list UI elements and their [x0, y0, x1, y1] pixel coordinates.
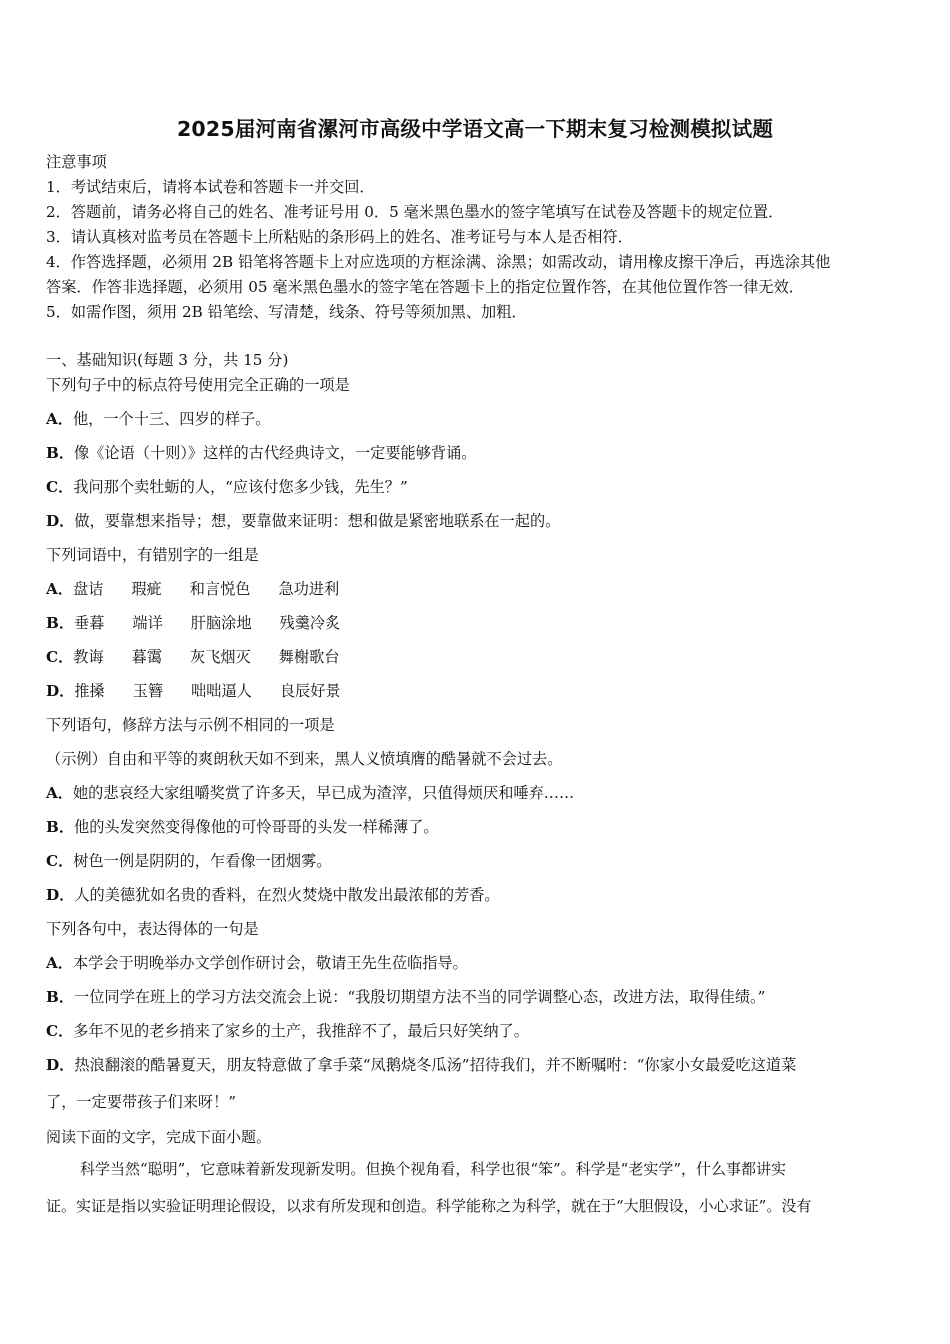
option-label: C．	[46, 1022, 74, 1040]
word: 残羹冷炙	[279, 614, 341, 632]
option-a	[46, 783, 574, 803]
option-label: B．	[46, 818, 75, 836]
word: 玉簪	[132, 682, 164, 700]
option-label: A．	[46, 784, 73, 802]
option-c	[46, 851, 331, 871]
option-text: 多年不见的老乡捎来了家乡的土产，我推辞不了，最后只好笑纳了。	[73, 1022, 529, 1040]
option-text: 我问那个卖牡蛎的人，“应该付您多少钱，先生？”	[73, 478, 408, 496]
option-label: A．	[46, 954, 73, 972]
option-c	[46, 647, 340, 667]
option-d	[46, 511, 560, 531]
word: 暮霭	[131, 648, 163, 666]
word: 瑕疵	[131, 580, 162, 598]
option-b	[46, 817, 439, 837]
word: 和言悦色	[189, 580, 251, 598]
question-stem: 下列语句，修辞方法与示例不相同的一项是	[46, 716, 335, 734]
word: 灰飞烟灭	[190, 648, 251, 666]
word: 舞榭歌台	[278, 648, 340, 666]
option-label: D．	[46, 682, 75, 700]
option-a	[46, 409, 270, 429]
option-a	[46, 579, 339, 599]
option-a	[46, 953, 468, 973]
notice-item: 4．作答选择题，必须用 2B 铅笔将答题卡上对应选项的方框涂满、涂黑；如需改动，请用橡皮擦干净后，再选涂其他	[46, 253, 831, 271]
reading-paragraph-line: 科学当然“聪明”，它意味着新发现新发明。但换个视角看，科学也很“笨”。科学是“老实学”，什么事都讲实	[80, 1160, 787, 1178]
word: 端详	[132, 614, 163, 632]
option-label: A．	[46, 410, 73, 428]
word: 咄咄逼人	[191, 682, 252, 700]
page-title: 2025届河南省漯河市高级中学语文高一下期末复习检测模拟试题	[176, 117, 774, 141]
section-heading: 一、基础知识(每题 3 分，共 15 分)	[46, 351, 289, 369]
notice-item: 1．考试结束后，请将本试卷和答题卡一并交回．	[46, 178, 375, 196]
option-text: 像《论语（十则）》这样的古代经典诗文，一定要能够背诵。	[74, 444, 477, 462]
option-text: 他，一个十三、四岁的样子。	[72, 410, 271, 428]
option-b	[46, 443, 477, 463]
word: 教诲	[73, 648, 104, 666]
question-stem: 下列各句中，表达得体的一句是	[46, 920, 259, 938]
notice-item: 答案．作答非选择题，必须用 05 毫米黑色墨水的签字笔在答题卡上的指定位置作答，在其他位置作答一律无效．	[46, 278, 804, 296]
option-label: B．	[46, 444, 75, 462]
option-label: B．	[46, 988, 75, 1006]
option-c	[46, 1021, 529, 1041]
reading-paragraph-line: 证。实证是指以实验证明理论假设，以求有所发现和创造。科学能称之为科学，就在于“大胆假设，小心求证”。没有	[46, 1197, 812, 1215]
word: 推搡	[74, 682, 105, 700]
option-text: 本学会于明晚举办文学创作研讨会，敬请王先生莅临指导。	[72, 954, 468, 972]
option-label: C．	[46, 478, 74, 496]
word: 垂暮	[74, 614, 105, 632]
option-text: 一位同学在班上的学习方法交流会上说：“我殷切期望方法不当的同学调整心态，改进方法，取得佳绩。”	[74, 988, 766, 1006]
option-label: D．	[46, 512, 75, 530]
option-text: 他的头发突然变得像他的可怜哥哥的头发一样稀薄了。	[74, 818, 439, 836]
option-text: 做，要靠想来指导；想，要靠做来证明：想和做是紧密地联系在一起的。	[74, 512, 561, 530]
word: 良辰好景	[279, 682, 341, 700]
question-stem: 下列句子中的标点符号使用完全正确的一项是	[46, 376, 350, 394]
option-text: 热浪翻滚的酷暑夏天，朋友特意做了拿手菜“凤鹅烧冬瓜汤”招待我们，并不断嘱咐：“你家小女最爱吃这道菜	[74, 1056, 797, 1074]
option-d	[46, 885, 500, 905]
question-stem: 下列词语中，有错别字的一组是	[46, 546, 259, 564]
option-label: B．	[46, 614, 75, 632]
word: 急功进利	[278, 580, 340, 598]
word: 肝脑涂地	[190, 614, 252, 632]
notice-heading: 注意事项	[46, 153, 107, 171]
example-sentence: （示例）自由和平等的爽朗秋天如不到来，黑人义愤填膺的酷暑就不会过去。	[46, 750, 563, 768]
notice-item: 2．答题前，请务必将自己的姓名、准考证号用 0．5 毫米黑色墨水的签字笔填写在试卷及答题卡的规定位置．	[46, 203, 784, 221]
option-text: 人的美德犹如名贵的香料，在烈火焚烧中散发出最浓郁的芳香。	[74, 886, 500, 904]
option-d	[46, 1055, 796, 1075]
option-d-continuation: 了，一定要带孩子们来呀！”	[46, 1093, 237, 1111]
word: 盘诘	[72, 580, 104, 598]
option-label: A．	[46, 580, 73, 598]
option-text: 她的悲哀经大家组嚼奖赏了许多天，早已成为渣滓，只值得烦厌和唾弃……	[72, 784, 575, 802]
option-label: D．	[46, 1056, 75, 1074]
notice-item: 5．如需作图，须用 2B 铅笔绘、写清楚，线条、符号等须加黑、加粗．	[46, 303, 527, 321]
reading-intro: 阅读下面的文字，完成下面小题。	[46, 1128, 272, 1146]
option-text: 树色一例是阴阴的，乍看像一团烟雾。	[73, 852, 332, 870]
option-b	[46, 613, 340, 633]
option-c	[46, 477, 408, 497]
option-label: C．	[46, 852, 74, 870]
option-b	[46, 987, 765, 1007]
option-label: C．	[46, 648, 74, 666]
option-label: D．	[46, 886, 75, 904]
option-d	[46, 681, 341, 701]
notice-item: 3．请认真核对监考员在答题卡上所粘贴的条形码上的姓名、准考证号与本人是否相符．	[46, 228, 633, 246]
